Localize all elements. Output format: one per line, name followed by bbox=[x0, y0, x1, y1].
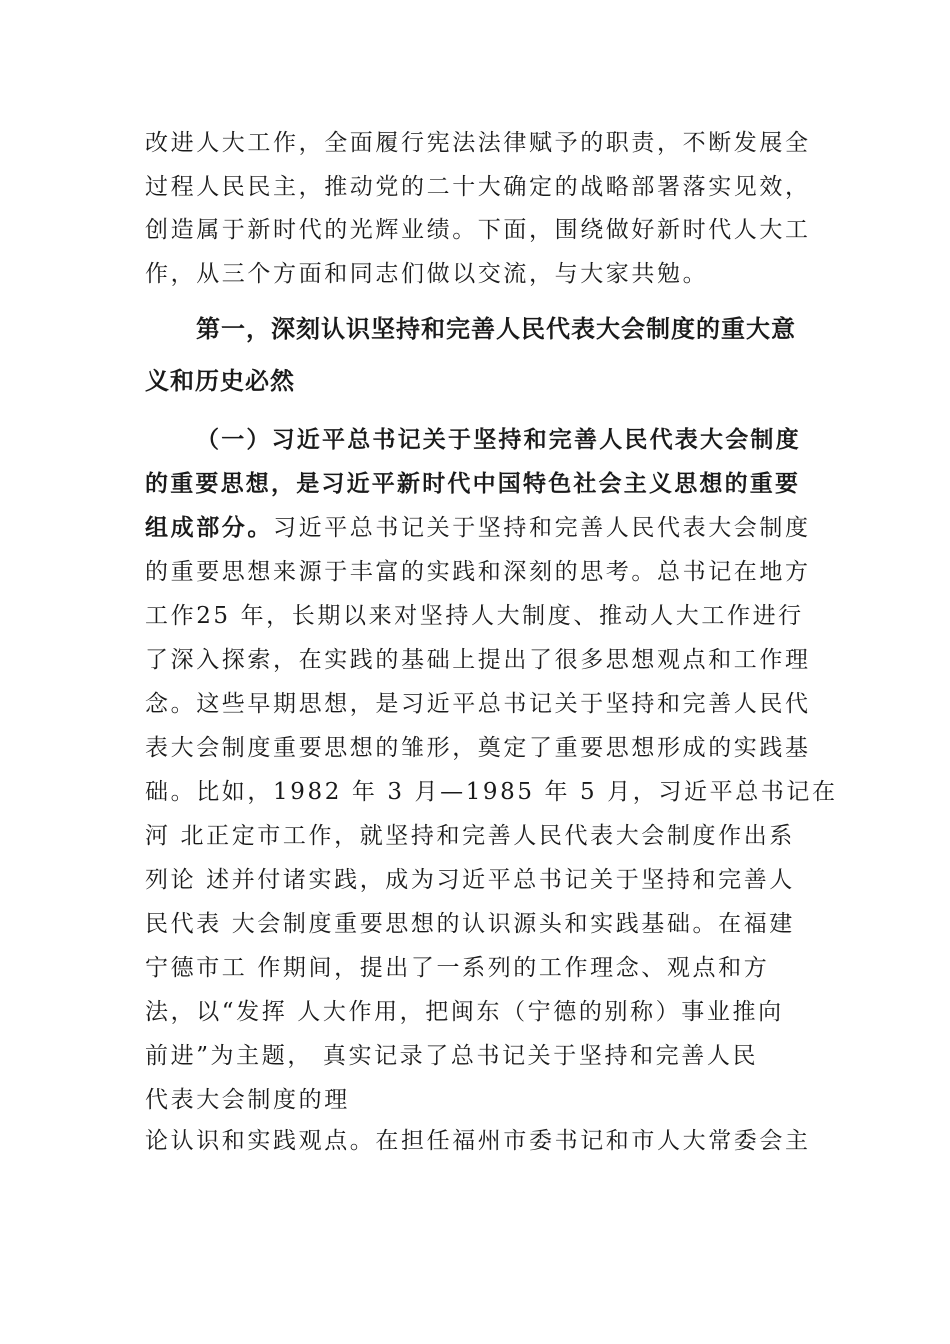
subsection-heading-line-1: （一）习近平总书记关于坚持和完善人民代表大会制度 bbox=[196, 426, 801, 453]
body-line-1: 的重要思想来源于丰富的实践和深刻的思考。总书记在地方 bbox=[145, 559, 811, 585]
body-line-4: 念。这些早期思想，是习近平总书记关于坚持和完善人民代 bbox=[145, 691, 811, 717]
body-line-6: 础。比如，1982 年 3 月—1985 年 5 月，习近平总书记在 bbox=[145, 779, 838, 805]
body-line-9: 民代表 大会制度重要思想的认识源头和实践基础。在福建 bbox=[145, 911, 795, 937]
body-line-12: 前进”为主题， 真实记录了总书记关于坚持和完善人民 bbox=[145, 1043, 759, 1069]
subsection-line-3-rest: 习近平总书记关于坚持和完善人民代表大会制度 bbox=[273, 515, 811, 541]
subsection-heading-line-2: 的重要思想，是习近平新时代中国特色社会主义思想的重要 bbox=[145, 470, 801, 497]
intro-line-3: 创造属于新时代的光辉业绩。下面，围绕做好新时代人大工 bbox=[145, 217, 811, 243]
body-line-14: 论认识和实践观点。在担任福州市委书记和市人大常委会主 bbox=[145, 1128, 811, 1154]
section-heading-line-2: 义和历史必然 bbox=[145, 366, 295, 395]
body-line-11: 法，以“发挥 人大作用，把闽东（宁德的别称）事业推向 bbox=[145, 999, 784, 1025]
body-line-5: 表大会制度重要思想的雏形，奠定了重要思想形成的实践基 bbox=[145, 735, 811, 761]
section-heading-line-1: 第一，深刻认识坚持和完善人民代表大会制度的重大意 bbox=[196, 314, 796, 343]
body-line-13: 代表大会制度的理 bbox=[145, 1087, 350, 1113]
body-line-2: 工作25 年，长期以来对坚持人大制度、推动人大工作进行 bbox=[145, 603, 804, 629]
body-line-7: 河 北正定市工作，就坚持和完善人民代表大会制度作出系 bbox=[145, 823, 795, 849]
intro-line-2: 过程人民民主，推动党的二十大确定的战略部署落实见效， bbox=[145, 174, 811, 200]
body-line-10: 宁德市工 作期间，提出了一系列的工作理念、观点和方 bbox=[145, 955, 770, 981]
body-line-8: 列论 述并付诸实践，成为习近平总书记关于坚持和完善人 bbox=[145, 867, 795, 893]
body-line-3: 了深入探索，在实践的基础上提出了很多思想观点和工作理 bbox=[145, 647, 811, 673]
intro-line-1: 改进人大工作，全面履行宪法法律赋予的职责，不断发展全 bbox=[145, 130, 811, 156]
subsection-line-3 bbox=[145, 513, 815, 543]
intro-line-4: 作，从三个方面和同志们做以交流，与大家共勉。 bbox=[145, 261, 709, 287]
subsection-heading-line-3: 组成部分。 bbox=[145, 514, 273, 541]
